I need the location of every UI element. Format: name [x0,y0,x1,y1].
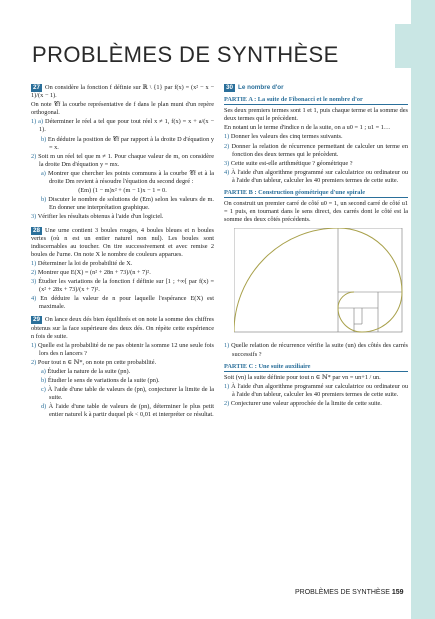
ex27-q2: 2) Soit m un réel tel que m ≠ 1. Pour chaque valeur de m, on considère la droite Dm d'équation y = mx. [31,152,214,168]
partB-intro: On construit un premier carré de côté u0 = 1, un second carré de côté u1 = 1 puis, en tournant dans le sens direct, des carrés dont le côté est la somme des deux côtés précédents. [224,200,408,224]
ex27-intro: 27 On considère la fonction f définie sur ℝ \ {1} par f(x) = (x² − x − 1)/(x − 1). [31,84,214,100]
page-title: PROBLÈMES DE SYNTHÈSE [32,42,339,67]
ex28-q1: 1) Déterminer la loi de probabilité de X. [31,259,133,267]
ex30-badge: 30 [226,84,234,91]
ex29-badge: 29 [33,316,41,324]
partA-q1: 1) Donner les valeurs des cinq termes suivants. [224,133,343,141]
ex27-q3: 3) Vérifier les résultats obtenus à l'aide d'un logiciel. [31,213,164,221]
partC-q1: 1) À l'aide d'un algorithme programmé sur calculatrice ou ordinateur ou à l'aide d'un tableur, calculer les 40 premiers termes de cette suite. [224,382,409,398]
ex29-q1: 1) Quelle est la probabilité de ne pas obtenir la somme 12 une seule fois lors des n lancers ? [31,341,214,357]
partA-q3: 3) Cette suite est-elle arithmétique ? géométrique ? [224,159,353,167]
ex28-q3: 3) Étudier les variations de la fonction f définie sur [1 ; +∞[ par f(x) = (x² + 28x + 73)/(x + 7)². [31,278,215,294]
page-footer [295,589,404,597]
page-number: 159 [391,589,404,596]
ex29-intro: 29 On lance deux dés bien équilibrés et on note la somme des chiffres obtenus sur la face supérieure des deux dés. On répète cette expérience n fois de suite. [31,316,214,340]
ex27-q2a: a) Montrer que chercher les points communs à la courbe 𝒞f et à la droite Dm revient à résoudre l'équation du second degré : [41,169,214,186]
partA-intro2: En notant un le terme d'indice n de la suite, on a u0 = 1 ; u1 = 1… [224,124,391,132]
ex27-q1b: b) En déduire la position de 𝒞f par rapport à la droite D d'équation y = x. [41,135,214,151]
ex27-equation: (Em) (1 − m)x² + (m − 1)x − 1 = 0. [78,187,167,195]
side-tab [395,24,411,68]
partA-intro: Ses deux premiers termes sont 1 et 1, puis chaque terme et la somme des deux termes qui le précèdent. [224,107,408,123]
ex29-q2c: c) À l'aide d'une table de valeurs de (pn), conjecturer la limite de la suite. [41,386,214,402]
ex28-q4: 4) En déduire la valeur de n pour laquelle l'espérance E(X) est maximale. [31,295,214,311]
partC-heading: PARTIE C : Une suite auxiliaire [224,363,408,372]
partA-q2: 2) Donner la relation de récurrence permettant de calculer un terme en fonction des deux termes qui le précèdent. [224,142,408,158]
partC-intro: Soit (vn) la suite définie pour tout n ∈ ℕ* par vn = un+1 / un. [224,373,381,381]
partA-q4: 4) À l'aide d'un algorithme programmé sur calculatrice ou ordinateur ou à l'aide d'un tableur, calculer les 40 premiers termes de cette suite. [224,168,409,184]
ex27-q1a: 1) a) Déterminer le réel a tel que pour tout réel x ≠ 1, f(x) = x + a/(x − 1). [31,118,214,134]
ex28-intro: 28 Une urne contient 3 boules rouges, 4 boules bleues et n boules vertes (où n est un entier naturel non nul). Les boules sont indiscernables au toucher. On tire successivement et avec remise 2 boules de l'urne. On note X le nombre de couleurs apparues. [31,226,214,258]
ex29-q2b: b) Étudier le sens de variations de la suite (pn). [41,377,160,385]
ex29-q2: 2) Pour tout n ∈ ℕ*, on note pn cette probabilité. [31,358,157,366]
ex29-q2a: a) Étudier la nature de la suite (pn). [41,368,131,375]
partB-q1: 1) Quelle relation de récurrence vérifie la suite (un) des côtés des carrés successifs ? [224,342,408,358]
fibonacci-spiral-figure [234,228,404,338]
ex27-q2b: b) Discuter le nombre de solutions de (Em) selon les valeurs de m. En donner une interprétation graphique. [41,196,214,212]
ex27-intro2: On note 𝒞f la courbe représentative de f dans le plan muni d'un repère orthogonal. [31,101,214,117]
ex28-badge: 28 [33,226,41,234]
side-band [411,0,435,619]
left-column [31,84,214,421]
partC-q2: 2) Conjecturer une valeur approchée de la limite de cette suite. [224,399,382,407]
ex30-title: Le nombre d'or [238,84,284,91]
ex27-badge: 27 [33,84,41,91]
ex28-q2: 2) Montrer que E(X) = (n² + 28n + 73)/(n + 7)². [31,268,151,276]
ex30-header [224,84,408,92]
partB-heading: PARTIE B : Construction géométrique d'une spirale [224,189,408,198]
right-column [224,84,408,409]
spiral-curve [234,228,402,332]
partA-heading: PARTIE A : La suite de Fibonacci et le nombre d'or [224,96,408,105]
ex29-q2d: d) À l'aide d'une table de valeurs de (pn), déterminer le plus petit entier naturel k à partir duquel pk < 0,01 et interpréter ce résultat. [41,403,214,419]
footer-label: PROBLÈMES DE SYNTHÈSE [295,589,390,596]
